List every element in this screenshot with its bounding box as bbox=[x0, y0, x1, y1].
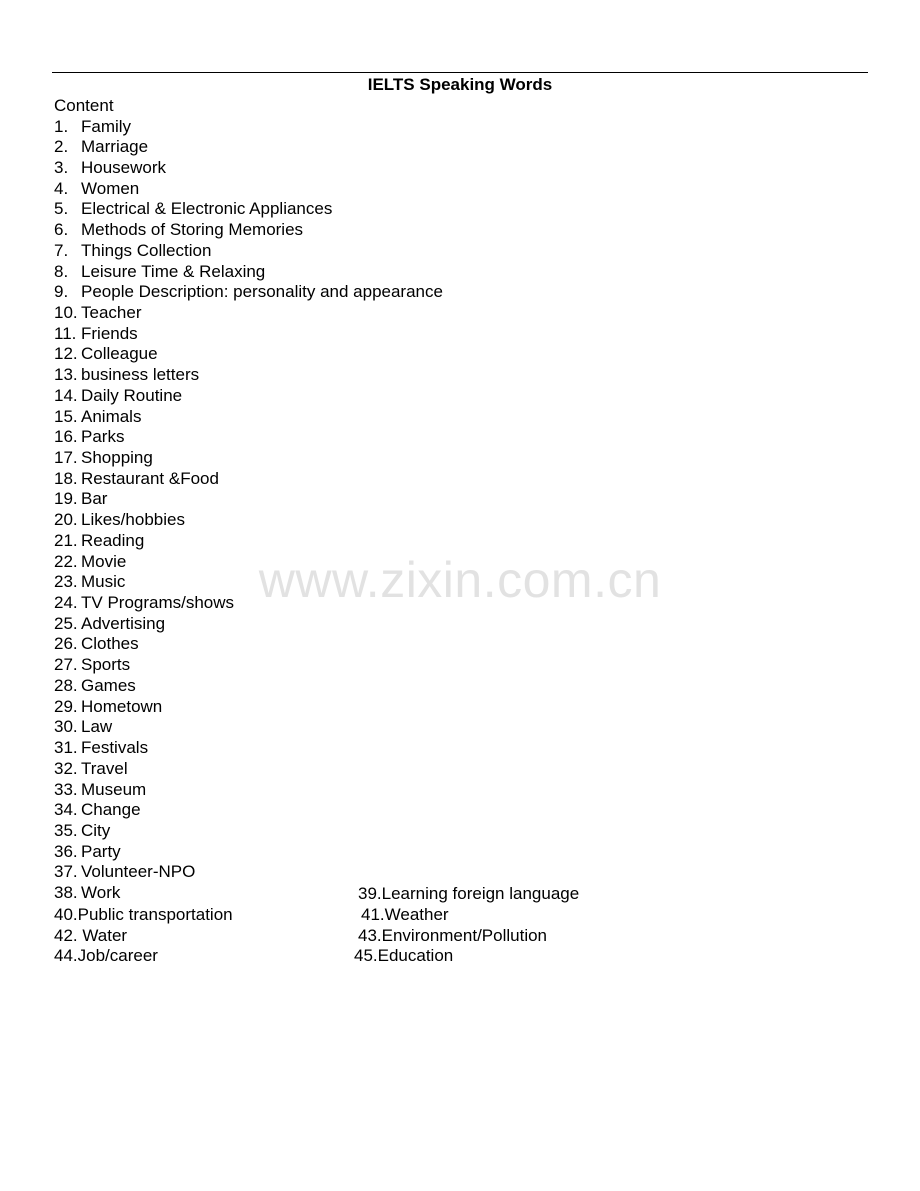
toc-item-label: Housework bbox=[81, 157, 167, 177]
toc-item bbox=[54, 821, 443, 842]
toc-item-label: Women bbox=[81, 178, 140, 198]
toc-item-label: People Description: personality and appearance bbox=[81, 282, 443, 302]
toc-item-label: Festivals bbox=[81, 738, 149, 758]
toc-item bbox=[54, 531, 443, 552]
toc-item-number: 28. bbox=[54, 675, 78, 695]
toc-item-label: Restaurant &Food bbox=[81, 468, 219, 488]
toc-item-label: Travel bbox=[81, 758, 128, 778]
toc-item-number: 35. bbox=[54, 820, 78, 840]
top-rule bbox=[52, 72, 868, 73]
toc-item-label: Animals bbox=[81, 406, 142, 426]
toc-pair-left: 44.Job/career bbox=[54, 946, 158, 965]
toc-item bbox=[54, 655, 443, 676]
toc-item bbox=[54, 759, 443, 780]
toc-item bbox=[54, 282, 443, 303]
toc-item-number: 1. bbox=[54, 116, 69, 136]
toc-item-number: 19. bbox=[54, 489, 78, 509]
toc-item bbox=[54, 697, 443, 718]
toc-item-label: Reading bbox=[81, 530, 145, 550]
toc-item bbox=[54, 386, 443, 407]
toc-item-label: Party bbox=[81, 841, 121, 861]
toc-item-label: Daily Routine bbox=[81, 385, 183, 405]
toc-item bbox=[54, 324, 443, 345]
toc-item-label: Bar bbox=[81, 489, 108, 509]
toc-item bbox=[54, 862, 443, 883]
toc-item-label: Family bbox=[81, 116, 132, 136]
toc-item-number: 8. bbox=[54, 261, 69, 281]
toc-item-number: 6. bbox=[54, 220, 69, 240]
toc-item-number: 9. bbox=[54, 282, 69, 302]
toc-item-label: Music bbox=[81, 572, 126, 592]
toc-item bbox=[54, 262, 443, 283]
toc-item bbox=[54, 800, 443, 821]
toc-item-label: Work bbox=[81, 883, 121, 903]
toc-item-number: 11. bbox=[54, 323, 77, 343]
toc-pair-left: 42. Water bbox=[54, 926, 128, 945]
toc-item-label: City bbox=[81, 820, 111, 840]
toc-item bbox=[54, 572, 443, 593]
toc-item-number: 26. bbox=[54, 634, 78, 654]
toc-item-label: Things Collection bbox=[81, 240, 212, 260]
toc-item-number: 18. bbox=[54, 468, 78, 488]
toc-item-label: Marriage bbox=[81, 137, 149, 157]
toc-item-label: Likes/hobbies bbox=[81, 510, 185, 530]
toc-item-number: 15. bbox=[54, 406, 78, 426]
toc-item-number: 23. bbox=[54, 572, 78, 592]
toc-pair-left: 40.Public transportation bbox=[54, 905, 233, 924]
toc-item bbox=[54, 303, 443, 324]
toc-item-label: Teacher bbox=[81, 302, 142, 322]
toc-item-label: Movie bbox=[81, 551, 127, 571]
toc-item-label: Parks bbox=[81, 427, 125, 447]
document-title: IELTS Speaking Words bbox=[367, 75, 553, 94]
toc-item bbox=[54, 489, 443, 510]
toc-item bbox=[54, 427, 443, 448]
toc-item-label: business letters bbox=[81, 365, 200, 385]
toc-item-label: Electrical & Electronic Appliances bbox=[81, 199, 333, 219]
table-of-contents bbox=[54, 117, 443, 904]
toc-item bbox=[54, 469, 443, 490]
toc-item-number: 30. bbox=[54, 717, 78, 737]
toc-item bbox=[54, 365, 443, 386]
toc-item-number: 12. bbox=[54, 344, 78, 364]
toc-item-label: Sports bbox=[81, 655, 131, 675]
toc-item bbox=[54, 158, 443, 179]
toc-item-number: 29. bbox=[54, 696, 78, 716]
toc-item-number: 33. bbox=[54, 779, 78, 799]
toc-item bbox=[54, 634, 443, 655]
toc-item-number: 31. bbox=[54, 738, 78, 758]
toc-item-label: Volunteer-NPO bbox=[81, 862, 196, 882]
toc-item-39: 39.Learning foreign language bbox=[358, 884, 580, 903]
toc-item-label: Museum bbox=[81, 779, 147, 799]
toc-item-number: 7. bbox=[54, 240, 69, 260]
watermark: www.zixin.com.cn bbox=[258, 552, 662, 608]
toc-item-number: 32. bbox=[54, 758, 78, 778]
toc-item bbox=[54, 738, 443, 759]
toc-pair-right: 45.Education bbox=[354, 946, 454, 965]
toc-item bbox=[54, 448, 443, 469]
toc-item bbox=[54, 676, 443, 697]
toc-item bbox=[54, 117, 443, 138]
toc-item bbox=[54, 552, 443, 573]
toc-item-number: 24. bbox=[54, 593, 78, 613]
toc-item-number: 3. bbox=[54, 157, 69, 177]
toc-item bbox=[54, 344, 443, 365]
toc-item-label: TV Programs/shows bbox=[81, 593, 235, 613]
toc-item bbox=[54, 780, 443, 801]
toc-item-number: 14. bbox=[54, 385, 78, 405]
toc-item-number: 37. bbox=[54, 862, 78, 882]
toc-item-label: Friends bbox=[81, 323, 138, 343]
toc-item-number: 38. bbox=[54, 883, 78, 903]
toc-pair-right: 41.Weather bbox=[361, 905, 449, 924]
toc-item bbox=[54, 510, 443, 531]
toc-item-label: Shopping bbox=[81, 448, 153, 467]
toc-item bbox=[54, 407, 443, 428]
toc-item-label: Change bbox=[81, 800, 141, 820]
toc-item bbox=[54, 220, 443, 241]
toc-item bbox=[54, 593, 443, 614]
toc-item bbox=[54, 179, 443, 200]
toc-item-label: Colleague bbox=[81, 344, 158, 364]
toc-item-number: 17. bbox=[54, 448, 78, 467]
toc-item-number: 4. bbox=[54, 178, 69, 198]
toc-item-number: 27. bbox=[54, 655, 78, 675]
toc-item-number: 16. bbox=[54, 427, 78, 447]
toc-item-number: 10. bbox=[54, 302, 78, 322]
toc-item-number: 22. bbox=[54, 551, 78, 571]
toc-item-label: Hometown bbox=[81, 696, 163, 716]
toc-item-label: Advertising bbox=[81, 613, 166, 633]
toc-item-number: 13. bbox=[54, 365, 78, 385]
toc-item-number: 25. bbox=[54, 613, 78, 633]
toc-item-label: Methods of Storing Memories bbox=[81, 220, 304, 240]
toc-item-number: 36. bbox=[54, 841, 78, 861]
content-heading: Content bbox=[54, 96, 114, 115]
toc-item-label: Leisure Time & Relaxing bbox=[81, 261, 266, 281]
toc-item-label: Games bbox=[81, 675, 136, 695]
toc-item bbox=[54, 842, 443, 863]
toc-item bbox=[54, 717, 443, 738]
toc-item bbox=[54, 137, 443, 158]
toc-item-label: Clothes bbox=[81, 634, 139, 654]
toc-item bbox=[54, 614, 443, 635]
toc-item bbox=[54, 241, 443, 262]
toc-item-number: 5. bbox=[54, 199, 69, 219]
toc-item-number: 2. bbox=[54, 137, 69, 157]
toc-item bbox=[54, 199, 443, 220]
toc-item-number: 21. bbox=[54, 530, 78, 550]
toc-item-label: Law bbox=[81, 717, 113, 737]
toc-item-number: 34. bbox=[54, 800, 78, 820]
toc-pair-right: 43.Environment/Pollution bbox=[358, 926, 548, 945]
toc-item-number: 20. bbox=[54, 510, 78, 530]
